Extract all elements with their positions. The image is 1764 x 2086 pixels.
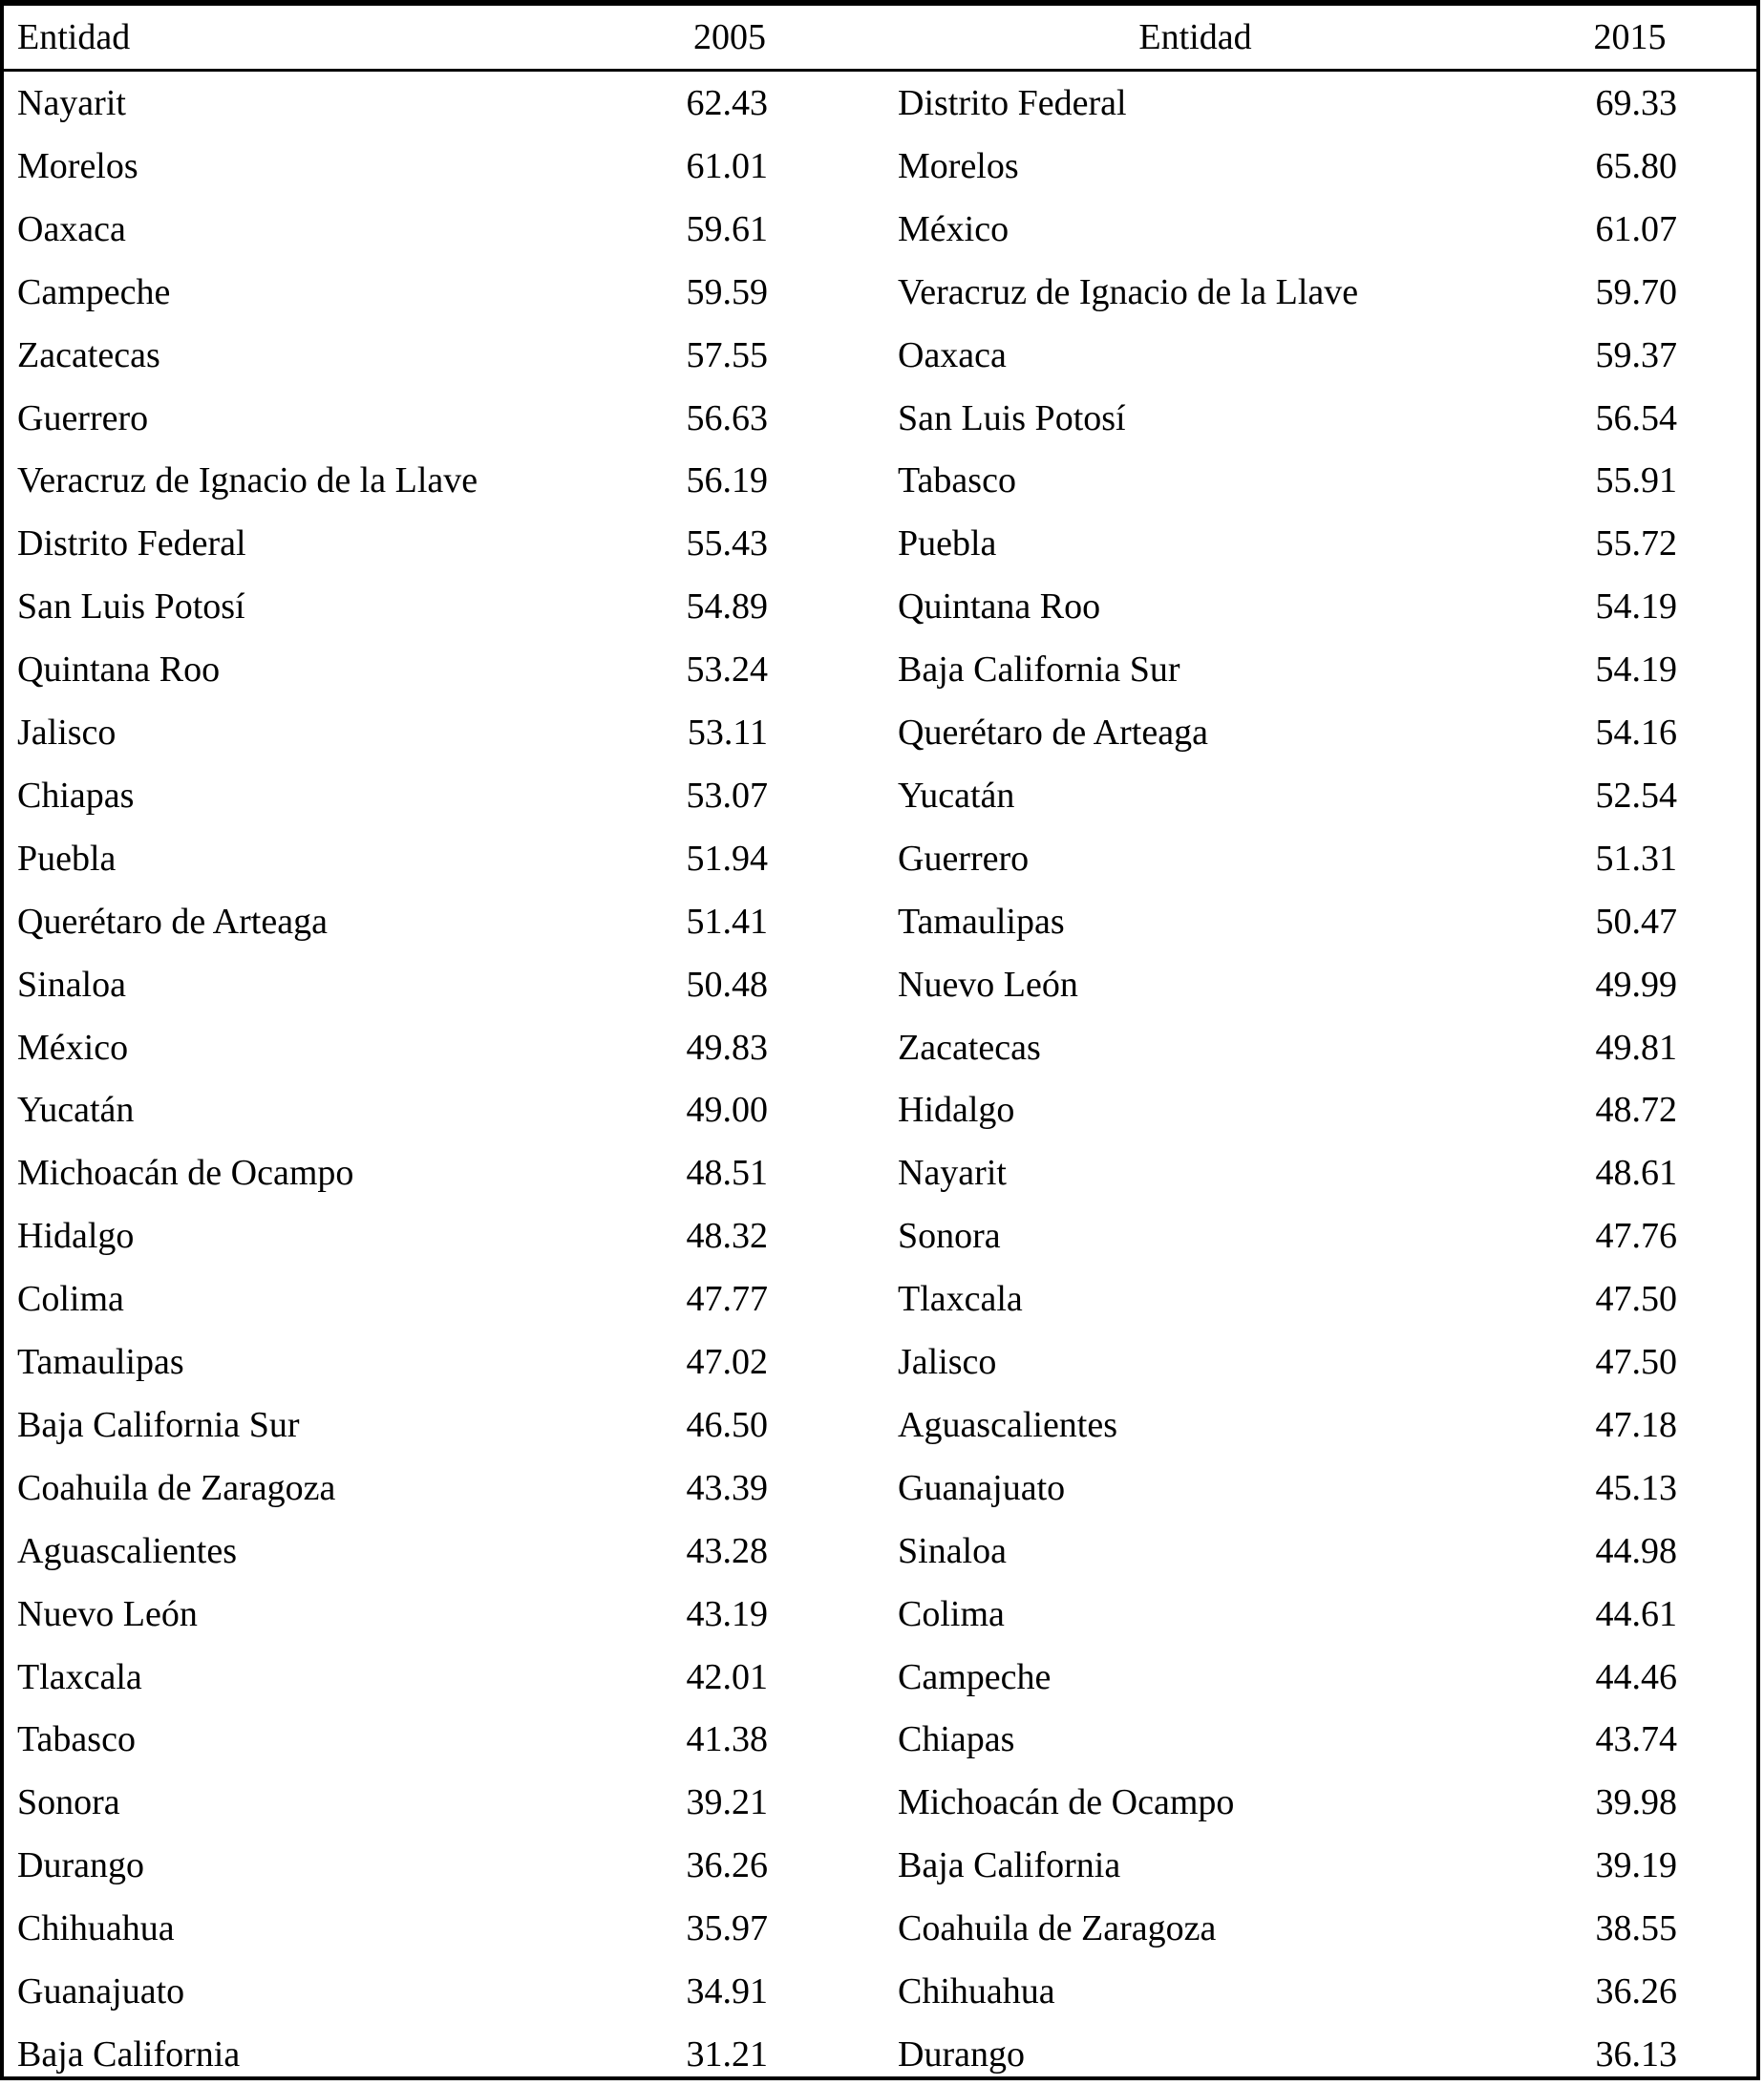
- value-2005: 56.19: [686, 460, 768, 501]
- table-row: [4, 1141, 1756, 1204]
- table-row: [4, 638, 1756, 701]
- entidad-2015: Jalisco: [898, 1342, 997, 1382]
- entidad-2005: Hidalgo: [17, 1216, 135, 1257]
- table-row: [4, 72, 1756, 135]
- value-2015: 36.13: [1595, 2033, 1677, 2075]
- entidad-2005: Aguascalientes: [17, 1530, 238, 1571]
- entidad-2015: Puebla: [898, 523, 997, 564]
- entidad-2015: Campeche: [898, 1656, 1052, 1697]
- value-2015: 44.98: [1595, 1530, 1677, 1571]
- table-row: [4, 1457, 1756, 1520]
- value-2005: 49.00: [686, 1090, 768, 1131]
- value-2015: 59.37: [1595, 334, 1677, 375]
- table-header: [4, 6, 1756, 72]
- table-row: [4, 1646, 1756, 1709]
- entidad-2005: Quintana Roo: [17, 649, 221, 691]
- value-2015: 59.70: [1595, 271, 1677, 312]
- entidad-2005: Chiapas: [17, 775, 135, 816]
- value-2005: 51.41: [686, 901, 768, 942]
- table-row: [4, 575, 1756, 638]
- value-2005: 46.50: [686, 1404, 768, 1445]
- value-2005: 54.89: [686, 586, 768, 628]
- entidad-2005: Morelos: [17, 145, 138, 186]
- entidad-2005: Michoacán de Ocampo: [17, 1153, 354, 1194]
- entidad-2005: San Luis Potosí: [17, 586, 245, 628]
- entidad-2015: Chihuahua: [898, 1971, 1055, 2012]
- table-row: [4, 1708, 1756, 1771]
- entidad-2005: Colima: [17, 1279, 124, 1320]
- entidad-2015: Oaxaca: [898, 334, 1007, 375]
- value-2005: 31.21: [686, 2033, 768, 2075]
- header-entidad-2005: Entidad: [17, 17, 131, 57]
- value-2015: 47.76: [1595, 1216, 1677, 1257]
- table-row: [4, 324, 1756, 387]
- header-2005: 2005: [693, 17, 766, 57]
- header-2015: 2015: [1593, 17, 1667, 57]
- table-row: [4, 1078, 1756, 1141]
- value-2005: 47.77: [686, 1279, 768, 1320]
- value-2005: 43.19: [686, 1593, 768, 1634]
- entidad-2005: Baja California Sur: [17, 1404, 300, 1445]
- table-row: [4, 449, 1756, 512]
- value-2015: 39.19: [1595, 1845, 1677, 1886]
- table-row: [4, 1960, 1756, 2023]
- table-row: [4, 953, 1756, 1016]
- entidad-2015: Morelos: [898, 145, 1019, 186]
- entidad-2015: Tamaulipas: [898, 901, 1065, 942]
- entidad-2005: Guanajuato: [17, 1971, 185, 2012]
- entidad-2005: Chihuahua: [17, 1908, 175, 1949]
- table-row: [4, 764, 1756, 827]
- value-2015: 38.55: [1595, 1908, 1677, 1949]
- value-2005: 43.28: [686, 1530, 768, 1571]
- entidad-2015: Sinaloa: [898, 1530, 1007, 1571]
- table-row: [4, 1897, 1756, 1960]
- value-2015: 69.33: [1595, 83, 1677, 123]
- value-2015: 39.98: [1595, 1782, 1677, 1823]
- entidad-2005: Puebla: [17, 838, 117, 879]
- value-2005: 53.24: [686, 649, 768, 691]
- entidad-2015: Baja California Sur: [898, 649, 1180, 691]
- entidad-2015: Yucatán: [898, 775, 1015, 816]
- entidad-2015: Nuevo León: [898, 964, 1078, 1005]
- entidad-2015: Durango: [898, 2033, 1025, 2075]
- table-row: [4, 1016, 1756, 1079]
- entidad-2015: Sonora: [898, 1216, 1001, 1257]
- value-2015: 49.81: [1595, 1027, 1677, 1068]
- table-row: [4, 1583, 1756, 1646]
- value-2015: 36.26: [1595, 1971, 1677, 2012]
- entidad-2005: Tabasco: [17, 1719, 136, 1760]
- entidad-2005: Baja California: [17, 2033, 241, 2075]
- value-2005: 36.26: [686, 1845, 768, 1886]
- entidad-2015: Colima: [898, 1593, 1005, 1634]
- table-row: [4, 827, 1756, 890]
- entidad-2005: Tamaulipas: [17, 1342, 184, 1382]
- table-row: [4, 2023, 1756, 2086]
- value-2005: 55.43: [686, 523, 768, 564]
- value-2005: 59.61: [686, 208, 768, 249]
- table-row: [4, 890, 1756, 953]
- value-2015: 65.80: [1595, 145, 1677, 186]
- entidad-2015: Zacatecas: [898, 1027, 1041, 1068]
- entidad-2005: Coahuila de Zaragoza: [17, 1467, 336, 1508]
- value-2005: 43.39: [686, 1467, 768, 1508]
- entidad-2005: Nayarit: [17, 83, 126, 123]
- table-row: [4, 1394, 1756, 1457]
- entidad-2005: Durango: [17, 1845, 144, 1886]
- value-2015: 48.72: [1595, 1090, 1677, 1131]
- table-row: [4, 135, 1756, 198]
- entidad-2005: Guerrero: [17, 397, 149, 438]
- table-row: [4, 1267, 1756, 1330]
- value-2005: 59.59: [686, 271, 768, 312]
- entidad-2005: Veracruz de Ignacio de la Llave: [17, 460, 478, 501]
- value-2005: 56.63: [686, 397, 768, 438]
- value-2005: 61.01: [686, 145, 768, 186]
- entidad-2015: San Luis Potosí: [898, 397, 1126, 438]
- entidad-2015: Veracruz de Ignacio de la Llave: [898, 271, 1359, 312]
- entidad-2015: Nayarit: [898, 1153, 1007, 1194]
- value-2005: 42.01: [686, 1656, 768, 1697]
- value-2005: 53.07: [686, 775, 768, 816]
- entidad-2005: México: [17, 1027, 129, 1068]
- value-2005: 49.83: [686, 1027, 768, 1068]
- value-2005: 50.48: [686, 964, 768, 1005]
- value-2005: 57.55: [686, 334, 768, 375]
- value-2005: 48.51: [686, 1153, 768, 1194]
- entidad-2015: Michoacán de Ocampo: [898, 1782, 1235, 1823]
- value-2015: 54.16: [1595, 713, 1677, 753]
- entidad-2005: Sonora: [17, 1782, 120, 1823]
- entidad-2005: Campeche: [17, 271, 171, 312]
- value-2005: 62.43: [686, 83, 768, 123]
- table-row: [4, 198, 1756, 261]
- value-2015: 55.91: [1595, 460, 1677, 501]
- value-2015: 56.54: [1595, 397, 1677, 438]
- entidad-2005: Nuevo León: [17, 1593, 198, 1634]
- entidad-2015: Guanajuato: [898, 1467, 1066, 1508]
- value-2015: 44.61: [1595, 1593, 1677, 1634]
- value-2015: 54.19: [1595, 586, 1677, 628]
- value-2015: 51.31: [1595, 838, 1677, 879]
- value-2015: 45.13: [1595, 1467, 1677, 1508]
- value-2005: 39.21: [686, 1782, 768, 1823]
- table-row: [4, 1204, 1756, 1267]
- entidad-2015: Chiapas: [898, 1719, 1015, 1760]
- entidad-2005: Tlaxcala: [17, 1656, 142, 1697]
- entidad-2015: Querétaro de Arteaga: [898, 713, 1208, 753]
- value-2015: 43.74: [1595, 1719, 1677, 1760]
- value-2015: 55.72: [1595, 523, 1677, 564]
- table-row: [4, 1834, 1756, 1897]
- entidad-2015: México: [898, 208, 1010, 249]
- entidad-2005: Querétaro de Arteaga: [17, 901, 328, 942]
- value-2005: 34.91: [686, 1971, 768, 2012]
- entidad-2015: Tlaxcala: [898, 1279, 1023, 1320]
- value-2015: 52.54: [1595, 775, 1677, 816]
- entidad-2015: Guerrero: [898, 838, 1030, 879]
- table-row: [4, 261, 1756, 324]
- entidad-2005: Zacatecas: [17, 334, 160, 375]
- value-2005: 47.02: [686, 1342, 768, 1382]
- entidad-2005: Oaxaca: [17, 208, 126, 249]
- entidad-2005: Jalisco: [17, 713, 117, 753]
- value-2015: 44.46: [1595, 1656, 1677, 1697]
- entidad-2015: Aguascalientes: [898, 1404, 1118, 1445]
- entidad-2015: Quintana Roo: [898, 586, 1101, 628]
- value-2005: 53.11: [687, 713, 768, 753]
- entidad-2005: Yucatán: [17, 1090, 135, 1131]
- entidad-2015: Hidalgo: [898, 1090, 1015, 1131]
- table-row: [4, 1771, 1756, 1834]
- value-2015: 50.47: [1595, 901, 1677, 942]
- value-2005: 35.97: [686, 1908, 768, 1949]
- value-2005: 48.32: [686, 1216, 768, 1257]
- value-2005: 51.94: [686, 838, 768, 879]
- value-2015: 54.19: [1595, 649, 1677, 691]
- entidad-2015: Distrito Federal: [898, 83, 1127, 123]
- entidad-2015: Tabasco: [898, 460, 1016, 501]
- table-row: [4, 1330, 1756, 1394]
- table-row: [4, 1520, 1756, 1583]
- table-row: [4, 512, 1756, 575]
- value-2005: 41.38: [686, 1719, 768, 1760]
- value-2015: 49.99: [1595, 964, 1677, 1005]
- value-2015: 47.50: [1595, 1279, 1677, 1320]
- table-row: [4, 387, 1756, 450]
- value-2015: 47.18: [1595, 1404, 1677, 1445]
- entidad-2015: Coahuila de Zaragoza: [898, 1908, 1217, 1949]
- value-2015: 61.07: [1595, 208, 1677, 249]
- value-2015: 48.61: [1595, 1153, 1677, 1194]
- entidad-2005: Sinaloa: [17, 964, 126, 1005]
- value-2015: 47.50: [1595, 1342, 1677, 1382]
- entidad-2015: Baja California: [898, 1845, 1121, 1886]
- table-row: [4, 701, 1756, 764]
- entidad-2005: Distrito Federal: [17, 523, 246, 564]
- header-entidad-2015: Entidad: [1138, 17, 1252, 57]
